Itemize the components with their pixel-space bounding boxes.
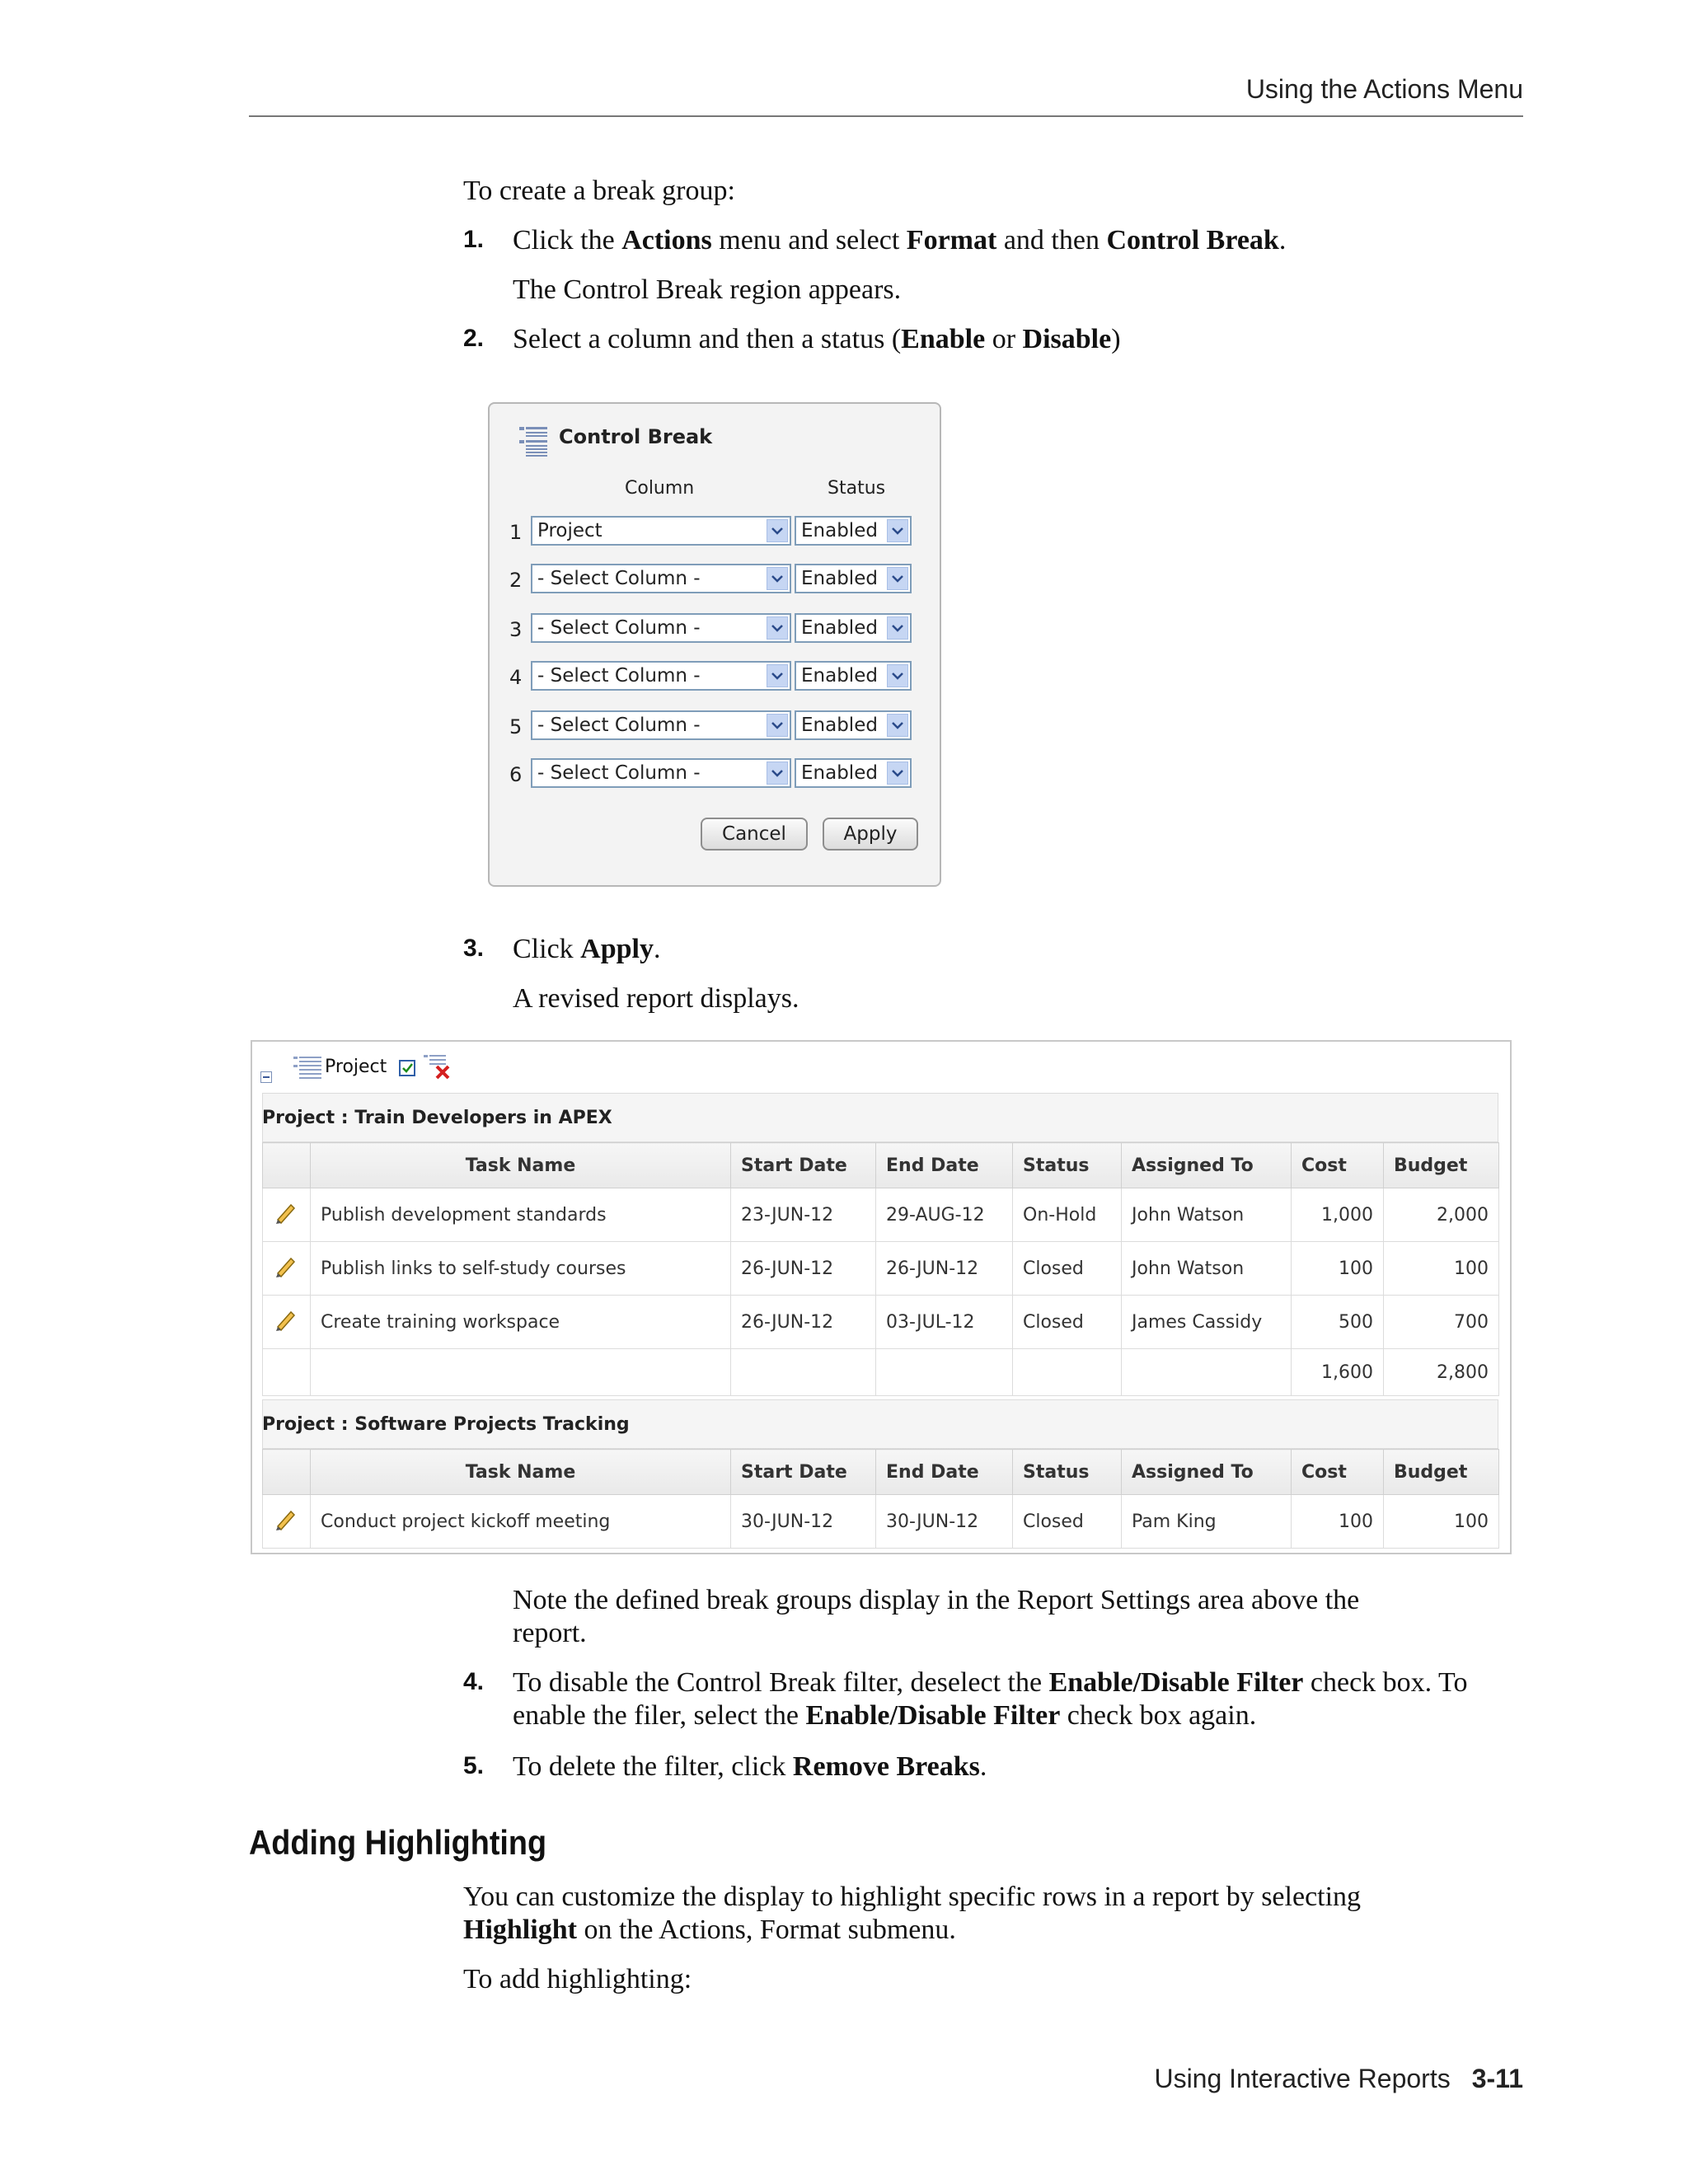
- step-3-note: A revised report displays.: [513, 983, 799, 1014]
- column-select-value: - Select Column -: [537, 762, 701, 784]
- chevron-down-icon: [767, 567, 788, 590]
- column-select-value: - Select Column -: [537, 665, 701, 687]
- column-select-6[interactable]: [531, 758, 791, 788]
- empty-cell: [876, 1349, 1013, 1396]
- column-header-budget[interactable]: Budget: [1384, 1143, 1499, 1188]
- step-4-line2-c: check box again.: [1060, 1700, 1257, 1731]
- column-select-value: - Select Column -: [537, 617, 701, 639]
- end-date-cell: 03-JUL-12: [876, 1296, 1013, 1349]
- step-4-line-2: [513, 1699, 1256, 1732]
- apply-button[interactable]: Apply: [823, 818, 918, 851]
- chevron-down-icon: [887, 664, 908, 687]
- column-select-5[interactable]: [531, 710, 791, 740]
- control-break-icon: [293, 1055, 321, 1081]
- step-1-a: Click the: [513, 225, 622, 255]
- status-select-5[interactable]: [795, 710, 912, 740]
- group-label-2: Project : Software Projects Tracking: [262, 1414, 630, 1435]
- table-row: [263, 1495, 1499, 1549]
- start-date-cell: 26-JUN-12: [731, 1242, 876, 1296]
- running-header-title: Using the Actions Menu: [1245, 74, 1523, 104]
- pencil-icon[interactable]: [273, 1507, 298, 1531]
- step-5-number: 5.: [463, 1752, 485, 1779]
- status-select-value: Enabled: [801, 617, 878, 639]
- step-1-text: [513, 224, 1286, 257]
- section-para-line-2-rest: on the Actions, Format submenu.: [576, 1915, 956, 1945]
- step-3-apply: Apply: [580, 934, 654, 964]
- end-date-cell: 29-AUG-12: [876, 1188, 1013, 1242]
- section-para-2: To add highlighting:: [463, 1964, 692, 1994]
- step-2-d: ): [1111, 324, 1121, 354]
- column-header-end-date[interactable]: End Date: [876, 1143, 1013, 1188]
- chevron-down-icon: [767, 616, 788, 640]
- edit-cell: [263, 1188, 311, 1242]
- status-select-value: Enabled: [801, 715, 878, 736]
- break-row-3: [490, 613, 940, 646]
- column-header-task-name[interactable]: Task Name: [311, 1450, 731, 1495]
- status-cell: On-Hold: [1013, 1188, 1122, 1242]
- budget-cell: 100: [1384, 1242, 1499, 1296]
- table-row: [263, 1188, 1499, 1242]
- column-header-budget[interactable]: Budget: [1384, 1450, 1499, 1495]
- break-row-1: [490, 516, 940, 549]
- chevron-down-icon: [767, 714, 788, 737]
- start-date-cell: 26-JUN-12: [731, 1296, 876, 1349]
- break-row-number: 5: [509, 715, 523, 738]
- note-line-2: report.: [513, 1618, 587, 1648]
- settings-project-label: Project: [325, 1057, 387, 1077]
- edit-column-header: [263, 1450, 311, 1495]
- chevron-down-icon: [767, 519, 788, 542]
- section-para-line-1: You can customize the display to highlight specific rows in a report by selecting: [463, 1882, 1362, 1912]
- column-header: Column: [625, 478, 695, 499]
- step-1-number: 1.: [463, 226, 485, 253]
- step-4-line-1: [513, 1666, 1467, 1699]
- step-4-number: 4.: [463, 1668, 485, 1695]
- chevron-down-icon: [887, 519, 908, 542]
- total-cost-cell: 1,600: [1292, 1349, 1384, 1396]
- step-2-number: 2.: [463, 325, 485, 352]
- cost-cell: 100: [1292, 1242, 1384, 1296]
- pencil-icon[interactable]: [273, 1254, 298, 1278]
- table-row: [263, 1242, 1499, 1296]
- step-3-c: .: [654, 934, 661, 964]
- break-row-number: 6: [509, 763, 523, 786]
- start-date-cell: 23-JUN-12: [731, 1188, 876, 1242]
- totals-row: [263, 1349, 1499, 1396]
- step-4-line2-a: enable the filer, select the: [513, 1700, 806, 1731]
- page-footer: [1154, 2064, 1523, 2094]
- control-break-icon: [519, 425, 547, 458]
- step-4-line1-a: To disable the Control Break filter, deselect the: [513, 1667, 1049, 1698]
- group-label-1: Project : Train Developers in APEX: [262, 1108, 612, 1128]
- report-settings: [252, 1042, 1510, 1090]
- enable-disable-filter-checkbox[interactable]: [399, 1060, 415, 1076]
- highlight-bold: Highlight: [463, 1915, 577, 1945]
- column-header-start-date[interactable]: Start Date: [731, 1450, 876, 1495]
- column-header-status[interactable]: Status: [1013, 1143, 1122, 1188]
- status-select-2[interactable]: [795, 564, 912, 593]
- step-1-d: and then: [996, 225, 1107, 255]
- section-para-line-2: [463, 1914, 956, 1947]
- step-4-filter-bold: Enable/Disable Filter: [1048, 1667, 1304, 1698]
- chevron-down-icon: [887, 762, 908, 785]
- step-4-line1-c: check box. To: [1303, 1667, 1468, 1698]
- edit-cell: [263, 1242, 311, 1296]
- total-budget-cell: 2,800: [1384, 1349, 1499, 1396]
- column-header-start-date[interactable]: Start Date: [731, 1143, 876, 1188]
- step-5-text: [513, 1750, 987, 1783]
- table-row: [263, 1296, 1499, 1349]
- column-select-4[interactable]: [531, 661, 791, 691]
- task-name-cell: Create training workspace: [311, 1296, 731, 1349]
- status-cell: Closed: [1013, 1296, 1122, 1349]
- step-2-a: Select a column and then a status (: [513, 324, 902, 354]
- step-2-disable: Disable: [1022, 324, 1112, 354]
- break-row-4: [490, 661, 940, 694]
- status-select-value: Enabled: [801, 762, 878, 784]
- status-select-3[interactable]: [795, 613, 912, 643]
- edit-cell: [263, 1296, 311, 1349]
- break-row-2: [490, 564, 940, 597]
- budget-cell: 100: [1384, 1495, 1499, 1549]
- section-title: Adding Highlighting: [249, 1823, 547, 1862]
- step-3-text: [513, 933, 661, 966]
- column-select-value: - Select Column -: [537, 568, 701, 589]
- column-select-3[interactable]: [531, 613, 791, 643]
- assigned-to-cell: John Watson: [1122, 1188, 1292, 1242]
- step-3-number: 3.: [463, 935, 485, 962]
- step-1-e: .: [1278, 225, 1287, 255]
- pencil-icon[interactable]: [273, 1307, 298, 1332]
- cost-cell: 100: [1292, 1495, 1384, 1549]
- remove-breaks-icon[interactable]: [424, 1053, 457, 1081]
- break-row-6: [490, 758, 940, 791]
- chevron-down-icon: [887, 616, 908, 640]
- assigned-to-cell: John Watson: [1122, 1242, 1292, 1296]
- task-name-cell: Publish development standards: [311, 1188, 731, 1242]
- intro-text: To create a break group:: [463, 176, 735, 206]
- note-line-1: Note the defined break groups display in the Report Settings area above the: [513, 1585, 1360, 1615]
- budget-cell: 700: [1384, 1296, 1499, 1349]
- footer-page-number: 3-11: [1471, 2064, 1523, 2093]
- column-header-cost[interactable]: Cost: [1292, 1143, 1384, 1188]
- control-break-title: Control Break: [559, 425, 713, 448]
- step-2-c: or: [985, 324, 1023, 354]
- step-1-c: menu and select: [711, 225, 907, 255]
- cost-cell: 1,000: [1292, 1188, 1384, 1242]
- report-region: [251, 1040, 1512, 1554]
- column-header-end-date[interactable]: End Date: [876, 1450, 1013, 1495]
- cancel-button[interactable]: Cancel: [701, 818, 808, 851]
- break-row-number: 2: [509, 569, 523, 592]
- status-cell: Closed: [1013, 1242, 1122, 1296]
- table-header-row: [263, 1143, 1499, 1188]
- chevron-down-icon: [767, 762, 788, 785]
- chevron-down-icon: [887, 714, 908, 737]
- step-2-text: [513, 323, 1121, 356]
- status-select-value: Enabled: [801, 520, 878, 541]
- status-select-value: Enabled: [801, 665, 878, 687]
- column-header-assigned-to[interactable]: Assigned To: [1122, 1450, 1292, 1495]
- break-row-number: 4: [509, 666, 523, 689]
- footer-chapter: Using Interactive Reports: [1154, 2064, 1451, 2093]
- task-name-cell: Publish links to self-study courses: [311, 1242, 731, 1296]
- collapse-icon[interactable]: [260, 1071, 272, 1083]
- control-break-panel: [488, 402, 941, 887]
- edit-cell: [263, 1495, 311, 1549]
- step-3-a: Click: [513, 934, 581, 964]
- empty-cell: [311, 1349, 731, 1396]
- column-header-task-name[interactable]: Task Name: [311, 1143, 731, 1188]
- break-row-number: 1: [509, 521, 523, 544]
- start-date-cell: 30-JUN-12: [731, 1495, 876, 1549]
- status-cell: Closed: [1013, 1495, 1122, 1549]
- pencil-icon[interactable]: [273, 1200, 298, 1225]
- empty-cell: [1122, 1349, 1292, 1396]
- column-select-value: - Select Column -: [537, 715, 701, 736]
- table-header-row: [263, 1450, 1499, 1495]
- chevron-down-icon: [767, 664, 788, 687]
- step-1-note: The Control Break region appears.: [513, 274, 902, 305]
- column-header-assigned-to[interactable]: Assigned To: [1122, 1143, 1292, 1188]
- budget-cell: 2,000: [1384, 1188, 1499, 1242]
- step-5-a: To delete the filter, click: [513, 1751, 793, 1782]
- assigned-to-cell: Pam King: [1122, 1495, 1292, 1549]
- step-2-enable: Enable: [901, 324, 986, 354]
- chevron-down-icon: [887, 567, 908, 590]
- step-5-remove-breaks: Remove Breaks: [792, 1751, 980, 1782]
- column-select-1[interactable]: [531, 516, 791, 546]
- report-table-1: [262, 1142, 1499, 1396]
- cost-cell: 500: [1292, 1296, 1384, 1349]
- step-5-c: .: [979, 1751, 987, 1782]
- status-header: Status: [828, 478, 886, 499]
- running-header: [249, 71, 1523, 117]
- column-header-cost[interactable]: Cost: [1292, 1450, 1384, 1495]
- status-select-4[interactable]: [795, 661, 912, 691]
- step-1-actions: Actions: [621, 225, 712, 255]
- end-date-cell: 26-JUN-12: [876, 1242, 1013, 1296]
- empty-cell: [263, 1349, 311, 1396]
- assigned-to-cell: James Cassidy: [1122, 1296, 1292, 1349]
- empty-cell: [1013, 1349, 1122, 1396]
- column-header-status[interactable]: Status: [1013, 1450, 1122, 1495]
- step-4-filter-bold-2: Enable/Disable Filter: [805, 1700, 1061, 1731]
- report-table-2: [262, 1449, 1499, 1549]
- step-1-control-break: Control Break: [1106, 225, 1279, 255]
- status-select-6[interactable]: [795, 758, 912, 788]
- edit-column-header: [263, 1143, 311, 1188]
- status-select-value: Enabled: [801, 568, 878, 589]
- break-row-5: [490, 710, 940, 743]
- empty-cell: [731, 1349, 876, 1396]
- status-select-1[interactable]: [795, 516, 912, 546]
- column-select-value: Project: [537, 520, 603, 541]
- task-name-cell: Conduct project kickoff meeting: [311, 1495, 731, 1549]
- end-date-cell: 30-JUN-12: [876, 1495, 1013, 1549]
- step-1-format: Format: [906, 225, 997, 255]
- break-row-number: 3: [509, 618, 523, 641]
- column-select-2[interactable]: [531, 564, 791, 593]
